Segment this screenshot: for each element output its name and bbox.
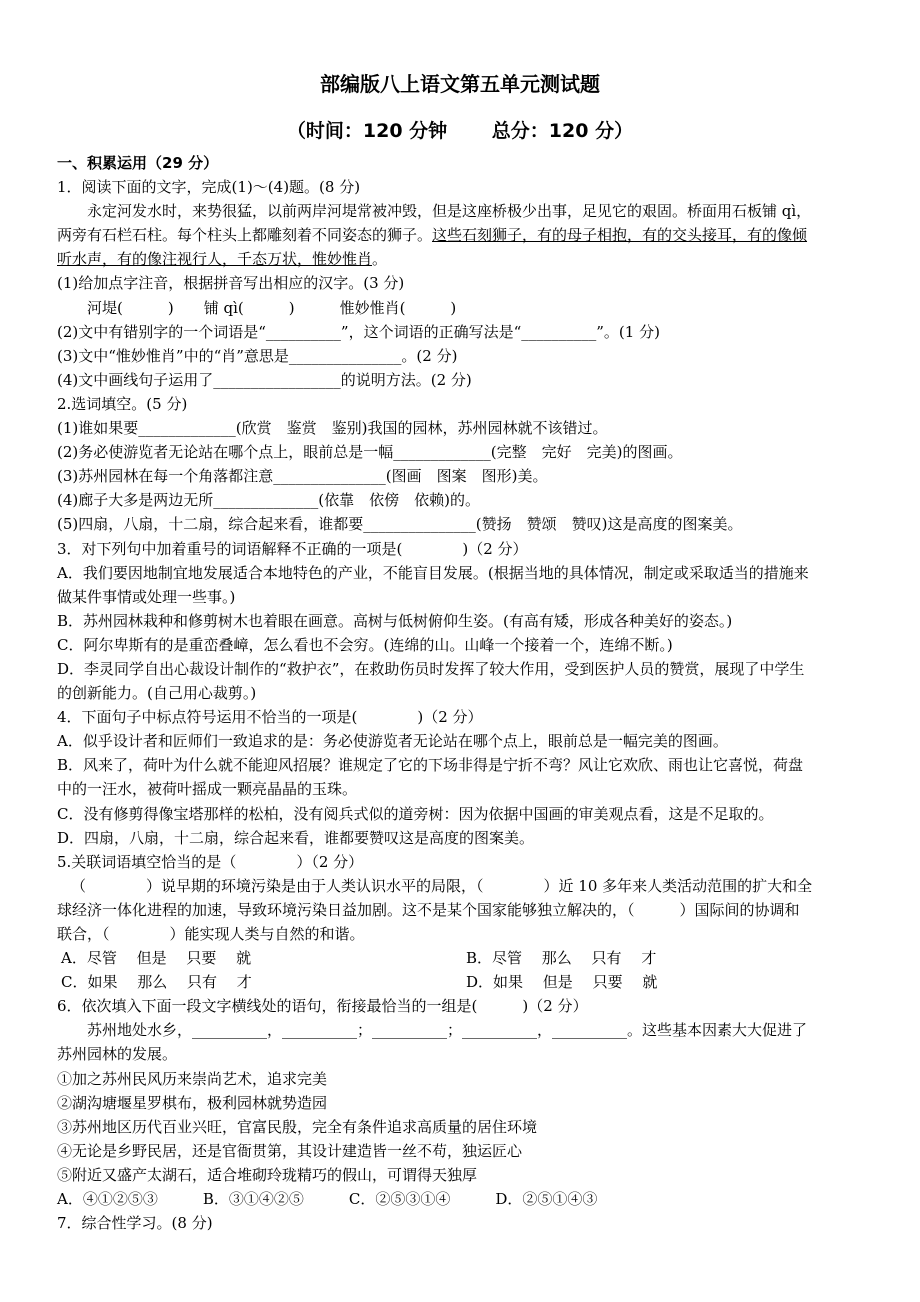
option-c: C．阿尔卑斯有的是重峦叠嶂，怎么看也不会穷。(连绵的山。山峰一个接着一个，连绵不断。)	[57, 635, 673, 654]
subquestion: (2)务必使游览者无论站在哪个点上，眼前总是一幅_____________(完整 完好 完美)的图画。	[57, 443, 683, 462]
option-c: C．如果 那么 只有 才	[61, 973, 252, 992]
option-b: B．尽管 那么 只有 才	[466, 949, 657, 968]
option-a: A．似乎设计者和匠师们一致追求的是：务必使游览者无论站在哪个点上，眼前总是一幅完美的图画。	[57, 732, 728, 751]
question-5: 5.关联词语填空恰当的是（ ）（2 分）	[57, 852, 364, 871]
option-b-cont: 中的一汪水，被荷叶摇成一颗亮晶晶的玉珠。	[57, 780, 358, 799]
question-4: 4．下面句子中标点符号运用不恰当的一项是( )（2 分）	[57, 708, 483, 727]
passage-line: 苏州园林的发展。	[57, 1045, 178, 1064]
option-a-cont: 做某件事情或处理一些事。)	[57, 587, 236, 606]
options-row	[57, 946, 872, 970]
subquestion: (5)四扇，八扇，十二扇，综合起来看，谁都要_______________(赞扬 赞颂 赞叹)这是高度的图案美。	[57, 515, 743, 534]
subquestion: (1)给加点字注音，根据拼音写出相应的汉字。(3 分)	[57, 274, 405, 293]
question-7: 7．综合性学习。(8 分)	[57, 1214, 213, 1233]
option-b: B．风来了，荷叶为什么就不能迎风招展？谁规定了它的下场非得是宁折不弯？风让它欢欣、雨也让它喜悦，荷盘	[57, 756, 804, 775]
underlined-sentence: 听水声，有的像注视行人，千态万状，惟妙惟肖	[57, 250, 373, 269]
pinyin-blanks: 河堤( ) 铺 qì( ) 惟妙惟肖( )	[87, 298, 457, 317]
exam-body	[57, 151, 872, 1235]
underlined-sentence: 这些石刻狮子，有的母子相抱，有的交头接耳，有的像倾	[432, 226, 808, 245]
statement-4: ④无论是乡野民居，还是官衙贯第，其设计建造皆一丝不苟，独运匠心	[57, 1141, 523, 1160]
passage-line: 联合，（ ）能实现人类与自然的和谐。	[57, 925, 365, 943]
question-6: 6．依次填入下面一段文字横线处的语句，衔接最恰当的一组是( )（2 分）	[57, 997, 588, 1016]
option-d: D．四扇，八扇，十二扇，综合起来看，谁都要赞叹这是高度的图案美。	[57, 828, 535, 847]
option-d: D．如果 但是 只要 就	[466, 973, 658, 992]
subquestion: (2)文中有错别字的一个词语是“__________”，这个词语的正确写法是“__________”。(1 分)	[57, 322, 660, 341]
passage-text: 。	[372, 250, 388, 269]
option-a: A．我们要因地制宜地发展适合本地特色的产业，不能盲目发展。(根据当地的具体情况，制定或采取适当的措施来	[57, 563, 809, 582]
page-title: 部编版八上语文第五单元测试题	[320, 72, 600, 96]
subquestion: (4)文中画线句子运用了_________________的说明方法。(2 分)	[57, 370, 472, 389]
option-c: C．没有修剪得像宝塔那样的松柏，没有阅兵式似的道旁树：因为依据中国画的审美观点看，这是不足取的。	[57, 804, 774, 823]
statement-5: ⑤附近又盛产太湖石，适合堆砌玲珑精巧的假山，可谓得天独厚	[57, 1165, 478, 1184]
passage-line: 苏州地处水乡，__________，__________；__________；__________，__________。这些基本因素大大促进了	[87, 1021, 808, 1040]
option-b: B．苏州园林栽种和修剪树木也着眼在画意。高树与低树俯仰生姿。(有高有矮，形成各种美好的姿态。)	[57, 611, 733, 630]
question-2: 2.选词填空。(5 分)	[57, 394, 188, 413]
section-heading: 一、积累运用（29 分）	[57, 154, 219, 172]
statement-1: ①加之苏州民风历来崇尚艺术，追求完美	[57, 1069, 328, 1088]
passage-text: 两旁有石栏石柱。每个柱头上都雕刻着不同姿态的狮子。	[57, 226, 433, 245]
passage-line: 球经济一体化进程的加速，导致环境污染日益加剧。这不是某个国家能够独立解决的，（ ）国际间的协调和	[57, 900, 800, 919]
question-3: 3．对下列句中加着重号的词语解释不正确的一项是( )（2 分）	[57, 539, 528, 558]
passage-line	[57, 247, 872, 271]
subquestion: (4)廊子大多是两边无所______________(依靠 依傍 依赖)的。	[57, 491, 480, 510]
statement-2: ②湖沟塘堰星罗棋布，极利园林就势造园	[57, 1093, 328, 1112]
subquestion: (3)苏州园林在每一个角落都注意_______________(图画 图案 图形)美。	[57, 467, 548, 486]
exam-info: （时间：120 分钟 总分：120 分）	[286, 120, 634, 142]
statement-3: ③苏州地区历代百业兴旺，官富民殷，完全有条件追求高质量的居住环境	[57, 1117, 538, 1136]
options-row	[57, 970, 872, 994]
question-1: 1．阅读下面的文字，完成(1)～(4)题。(8 分)	[57, 178, 361, 197]
passage-line: （ ）说早期的环境污染是由于人类认识水平的局限，（ ）近 10 多年来人类活动范围的扩大和全	[71, 876, 813, 895]
option-d: D．李灵同学自出心裁设计制作的“救护衣”，在救助伤员时发挥了较大作用，受到医护人员的赞赏，展现了中学生	[57, 659, 805, 678]
passage-line: 永定河发水时，来势很猛，以前两岸河堤常被冲毁，但是这座桥极少出事，足见它的艰固。桥面用石板铺 qì，	[87, 202, 812, 221]
option-a: A．尽管 但是 只要 就	[61, 949, 252, 968]
passage-line	[57, 223, 872, 247]
answer-options: A．④①②⑤③ B．③①④②⑤ C．②⑤③①④ D．②⑤①④③	[57, 1190, 598, 1209]
subquestion: (1)谁如果要_____________(欣赏 鉴赏 鉴别)我国的园林，苏州园林就不该错过。	[57, 419, 608, 438]
option-d-cont: 的创新能力。(自己用心裁剪。)	[57, 684, 257, 703]
subquestion: (3)文中“惟妙惟肖”中的“肖”意思是_______________。(2 分)	[57, 346, 458, 365]
